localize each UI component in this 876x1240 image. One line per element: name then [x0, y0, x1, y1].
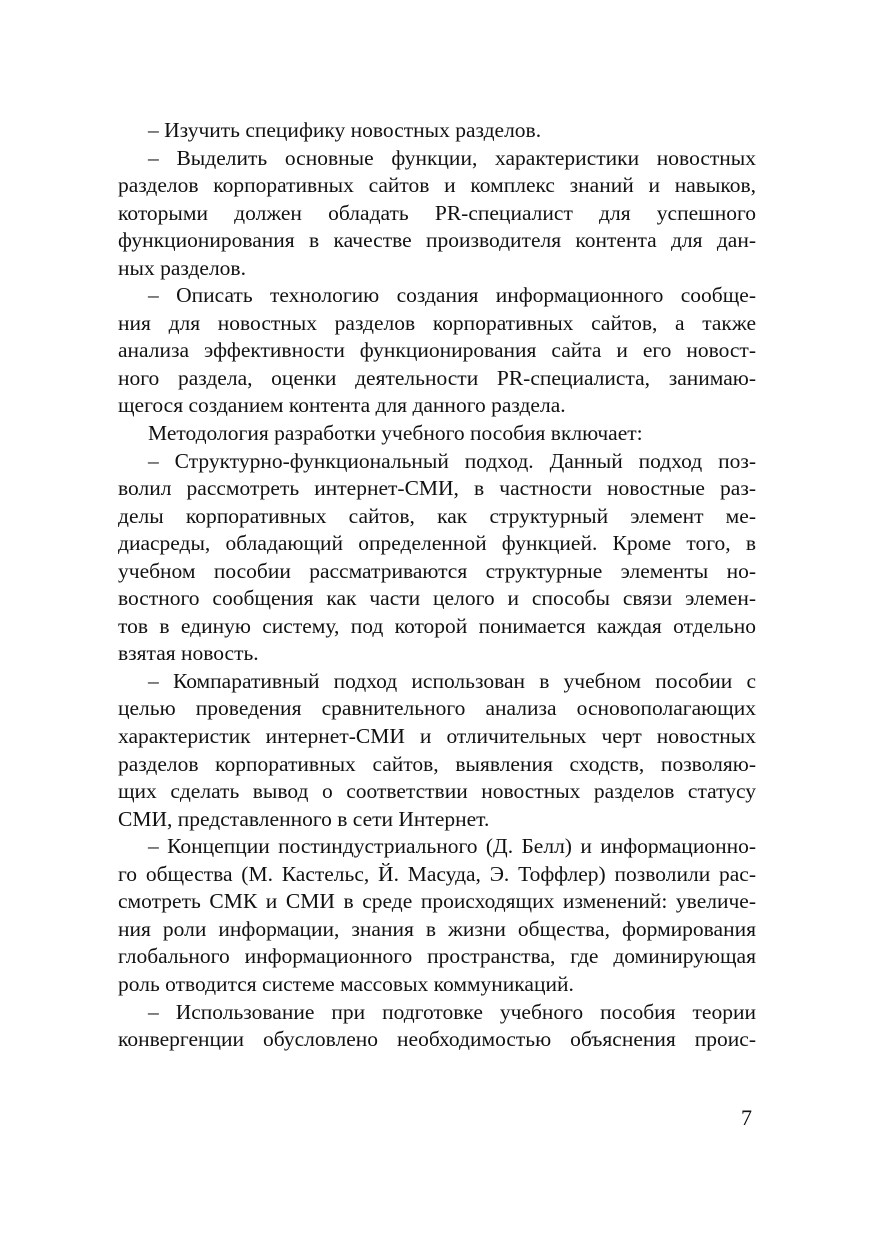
text-line: разделов корпоративных сайтов и комплекс знаний и навыков, — [118, 173, 756, 198]
text-line: анализа эффективности функционирования сайта и его новост- — [118, 338, 756, 363]
paragraph — [118, 117, 756, 145]
text-line: ных разделов. — [118, 255, 246, 280]
text-line: взятая новость. — [118, 641, 259, 666]
text-line: Методология разработки учебного пособия включает: — [148, 421, 643, 446]
text-line: ния для новостных разделов корпоративных сайтов, а также — [118, 310, 756, 335]
text-line: СМИ, представленного в сети Интернет. — [118, 806, 490, 831]
text-line: – Выделить основные функции, характеристики новостных — [148, 145, 756, 170]
text-line: смотреть СМК и СМИ в среде происходящих изменений: увеличе- — [118, 889, 756, 914]
paragraph — [118, 145, 756, 283]
text-line: роль отводится системе массовых коммуникаций. — [118, 971, 574, 996]
paragraph — [118, 999, 756, 1054]
text-line: глобального информационного пространства, где доминирующая — [118, 944, 756, 969]
text-line: делы корпоративных сайтов, как структурный элемент ме- — [118, 503, 756, 528]
text-line: которыми должен обладать PR-специалист для успешного — [118, 200, 756, 225]
text-line: – Компаративный подход использован в учебном пособии с — [148, 668, 756, 693]
text-line: – Концепции постиндустриального (Д. Белл) и информационно- — [148, 834, 756, 859]
text-line: учебном пособии рассматриваются структурные элементы но- — [118, 558, 756, 583]
text-line: характеристик интернет-СМИ и отличительных черт новостных — [118, 724, 756, 749]
text-line: щегося созданием контента для данного раздела. — [118, 393, 566, 418]
text-line: щих сделать вывод о соответствии новостных разделов статусу — [118, 779, 756, 804]
text-line: – Изучить специфику новостных разделов. — [148, 118, 542, 142]
text-line: разделов корпоративных сайтов, выявления сходств, позволяю- — [118, 751, 756, 776]
paragraph — [118, 668, 756, 833]
paragraph — [118, 448, 756, 668]
page-number: 7 — [741, 1105, 752, 1130]
text-line: диасреды, обладающий определенной функцией. Кроме того, в — [118, 531, 756, 556]
text-line: волил рассмотреть интернет-СМИ, в частности новостные раз- — [118, 476, 756, 501]
text-line: целью проведения сравнительного анализа основополагающих — [118, 696, 756, 721]
text-line: го общества (М. Кастельс, Й. Масуда, Э. Тоффлер) позволили рас- — [118, 861, 756, 886]
paragraph — [118, 420, 756, 448]
text-line: ния роли информации, знания в жизни общества, формирования — [118, 916, 756, 941]
paragraph — [118, 282, 756, 420]
body-text — [118, 117, 756, 1054]
text-line: востного сообщения как части целого и способы связи элемен- — [118, 586, 756, 611]
text-line: – Описать технологию создания информационного сообще- — [148, 283, 756, 308]
text-line: – Использование при подготовке учебного пособия теории — [148, 999, 756, 1024]
text-line: конвергенции обусловлено необходимостью объяснения проис- — [118, 1027, 756, 1052]
paragraph — [118, 833, 756, 998]
text-line: функционирования в качестве производителя контента для дан- — [118, 228, 756, 253]
text-line: тов в единую систему, под которой понимается каждая отдельно — [118, 613, 756, 638]
text-line: – Структурно-функциональный подход. Данный подход поз- — [148, 448, 756, 473]
text-line: ного раздела, оценки деятельности PR-специалиста, занимаю- — [118, 365, 756, 390]
